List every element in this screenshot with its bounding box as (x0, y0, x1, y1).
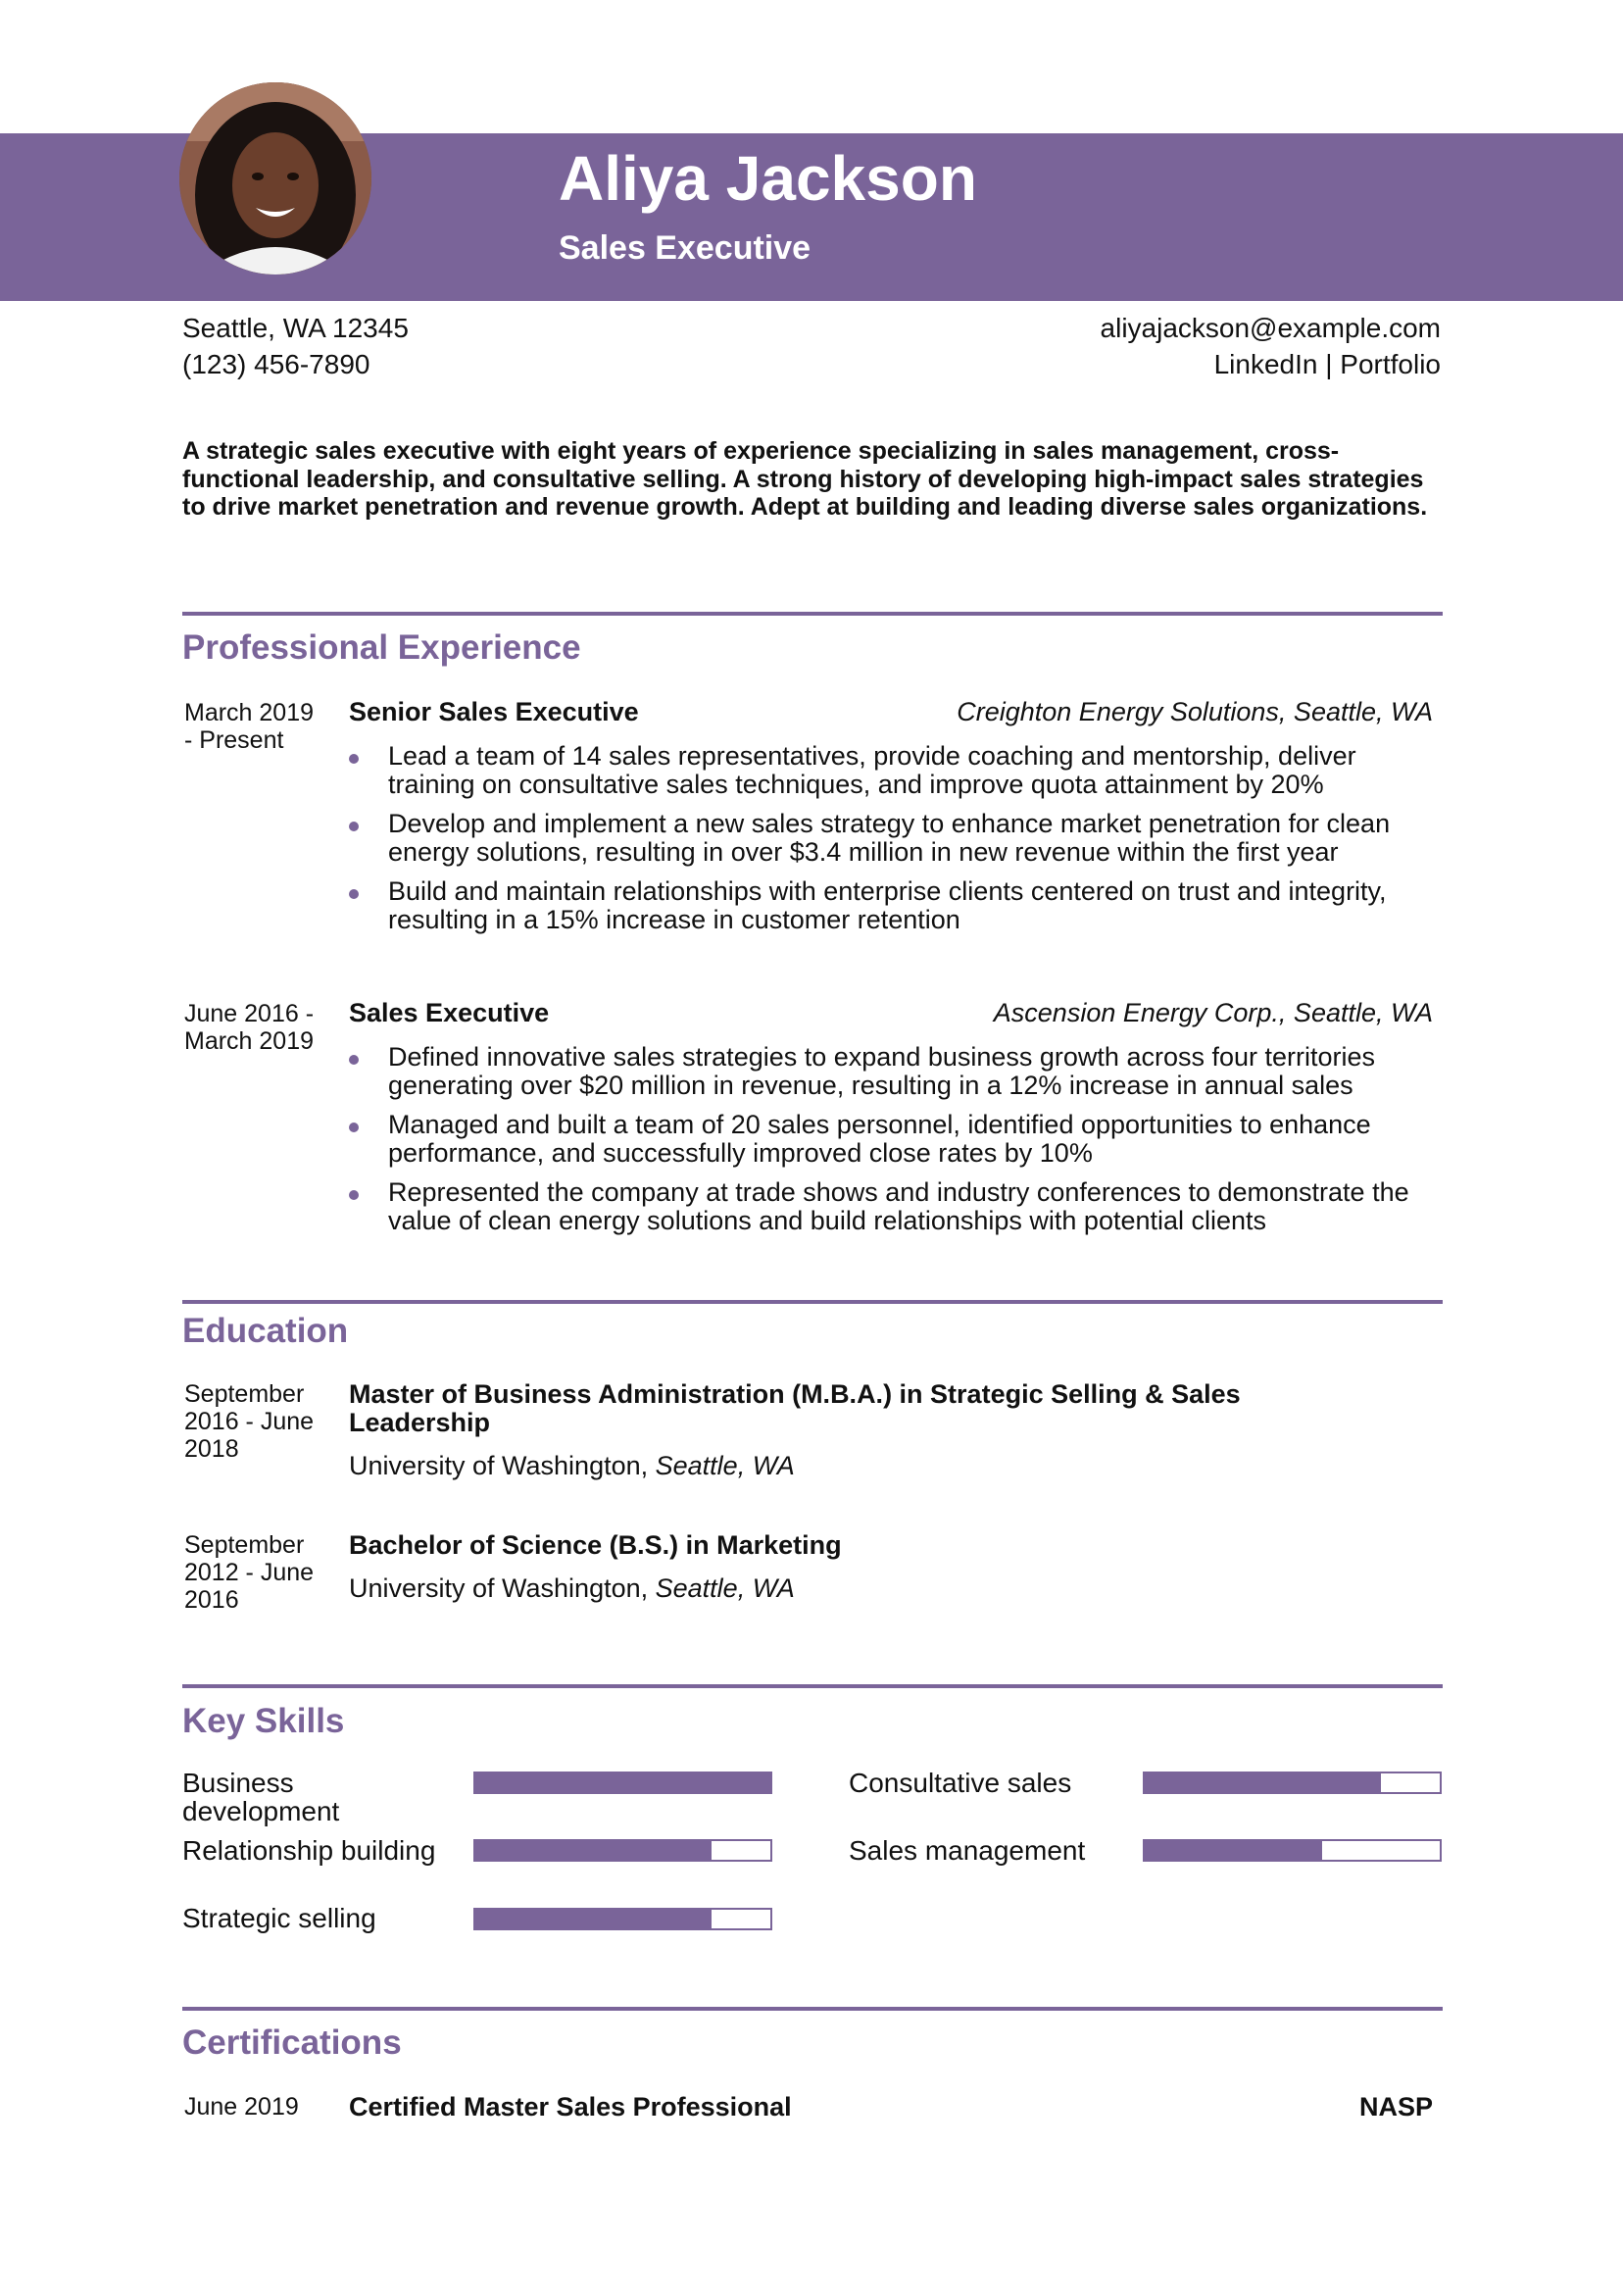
skill-fill (475, 1841, 712, 1860)
job-title: Senior Sales Executive (349, 697, 639, 726)
phone: (123) 456-7890 (182, 349, 370, 379)
certification-name: Certified Master Sales Professional (349, 2092, 792, 2121)
school-location: Seattle, WA (655, 1451, 795, 1480)
skill-name: Strategic selling (182, 1903, 376, 1933)
list-item: Develop and implement a new sales strategy to enhance market penetration for clean energy solutions, resulting in over $3.4 million in new revenue within the first year (349, 810, 1437, 867)
bullet-dot-icon (349, 1123, 359, 1132)
skill-bar (473, 1839, 772, 1862)
skill-bar (1143, 1839, 1442, 1862)
summary: A strategic sales executive with eight years of experience specializing in sales management, cross-functional leadership, and consultative selling. A strong history of developing high-impact sales strategies to drive market penetration and revenue growth. Adept at building and leading diverse sales organizations. (182, 437, 1428, 521)
skill-bar (473, 1772, 772, 1794)
contact-right (1101, 310, 1441, 382)
school-name: University of Washington (349, 1573, 641, 1603)
skill-bar (1143, 1772, 1442, 1794)
bullet-dot-icon (349, 889, 359, 899)
job-company: Creighton Energy Solutions, Seattle, WA (957, 697, 1433, 726)
skill-name: Relationship building (182, 1835, 436, 1866)
degree-title: Master of Business Administration (M.B.A.) in Strategic Selling & Sales Leadership (349, 1379, 1241, 1437)
job-dates: June 2016 - March 2019 (184, 1000, 315, 1055)
skill-fill (475, 1773, 770, 1792)
address: Seattle, WA 12345 (182, 313, 409, 343)
list-item: Lead a team of 14 sales representatives, provide coaching and mentorship, deliver training on consultative sales techniques, and improve quota attainment by 20% (349, 742, 1437, 799)
list-item: Managed and built a team of 20 sales personnel, identified opportunities to enhance performance, and successfully improved close rates by 10% (349, 1111, 1437, 1168)
skill-name: Consultative sales (849, 1768, 1072, 1798)
job-company: Ascension Energy Corp., Seattle, WA (993, 998, 1433, 1027)
section-title-education: Education (182, 1312, 349, 1350)
skill-bar (473, 1908, 772, 1930)
education-dates: September 2012 - June 2016 (184, 1531, 315, 1614)
certification-date: June 2019 (184, 2093, 299, 2121)
bullet-dot-icon (349, 754, 359, 764)
skill-name: Business development (182, 1768, 340, 1826)
school-location: Seattle, WA (655, 1573, 795, 1603)
avatar (179, 82, 371, 275)
bullet-dot-icon (349, 822, 359, 831)
list-item: Build and maintain relationships with enterprise clients centered on trust and integrity, resulting in a 15% increase in customer retention (349, 877, 1437, 934)
section-title-certifications: Certifications (182, 2023, 402, 2062)
job-title: Sales Executive (349, 998, 550, 1027)
skill-fill (1145, 1841, 1322, 1860)
section-divider (182, 1684, 1443, 1688)
skill-fill (475, 1910, 712, 1928)
school: University of Washington, Seattle, WA (349, 1573, 795, 1603)
job-bullets (349, 742, 1437, 945)
section-divider (182, 1300, 1443, 1304)
skill-fill (1145, 1773, 1381, 1792)
email-link[interactable]: aliyajackson@example.com (1100, 313, 1441, 343)
skill-name: Sales management (849, 1835, 1086, 1866)
section-divider (182, 612, 1443, 616)
candidate-title: Sales Executive (559, 229, 812, 267)
section-divider (182, 2007, 1443, 2011)
contact-left (182, 310, 409, 382)
list-item: Defined innovative sales strategies to expand business growth across four territories generating over $20 million in revenue, resulting in a 12% increase in annual sales (349, 1043, 1437, 1100)
education-dates: September 2016 - June 2018 (184, 1380, 315, 1463)
bullet-dot-icon (349, 1190, 359, 1200)
school: University of Washington, Seattle, WA (349, 1451, 795, 1480)
job-dates: March 2019 - Present (184, 699, 315, 754)
job-bullets (349, 1043, 1437, 1246)
degree-title: Bachelor of Science (B.S.) in Marketing (349, 1530, 842, 1560)
certification-org: NASP (1358, 2092, 1433, 2121)
section-title-experience: Professional Experience (182, 628, 581, 667)
school-name: University of Washington (349, 1451, 641, 1480)
list-item: Represented the company at trade shows and industry conferences to demonstrate the value of clean energy solutions and build relationships with potential clients (349, 1178, 1437, 1235)
candidate-name: Aliya Jackson (559, 143, 977, 214)
profile-links[interactable]: LinkedIn | Portfolio (1213, 349, 1441, 379)
section-title-skills: Key Skills (182, 1702, 345, 1740)
bullet-dot-icon (349, 1055, 359, 1065)
